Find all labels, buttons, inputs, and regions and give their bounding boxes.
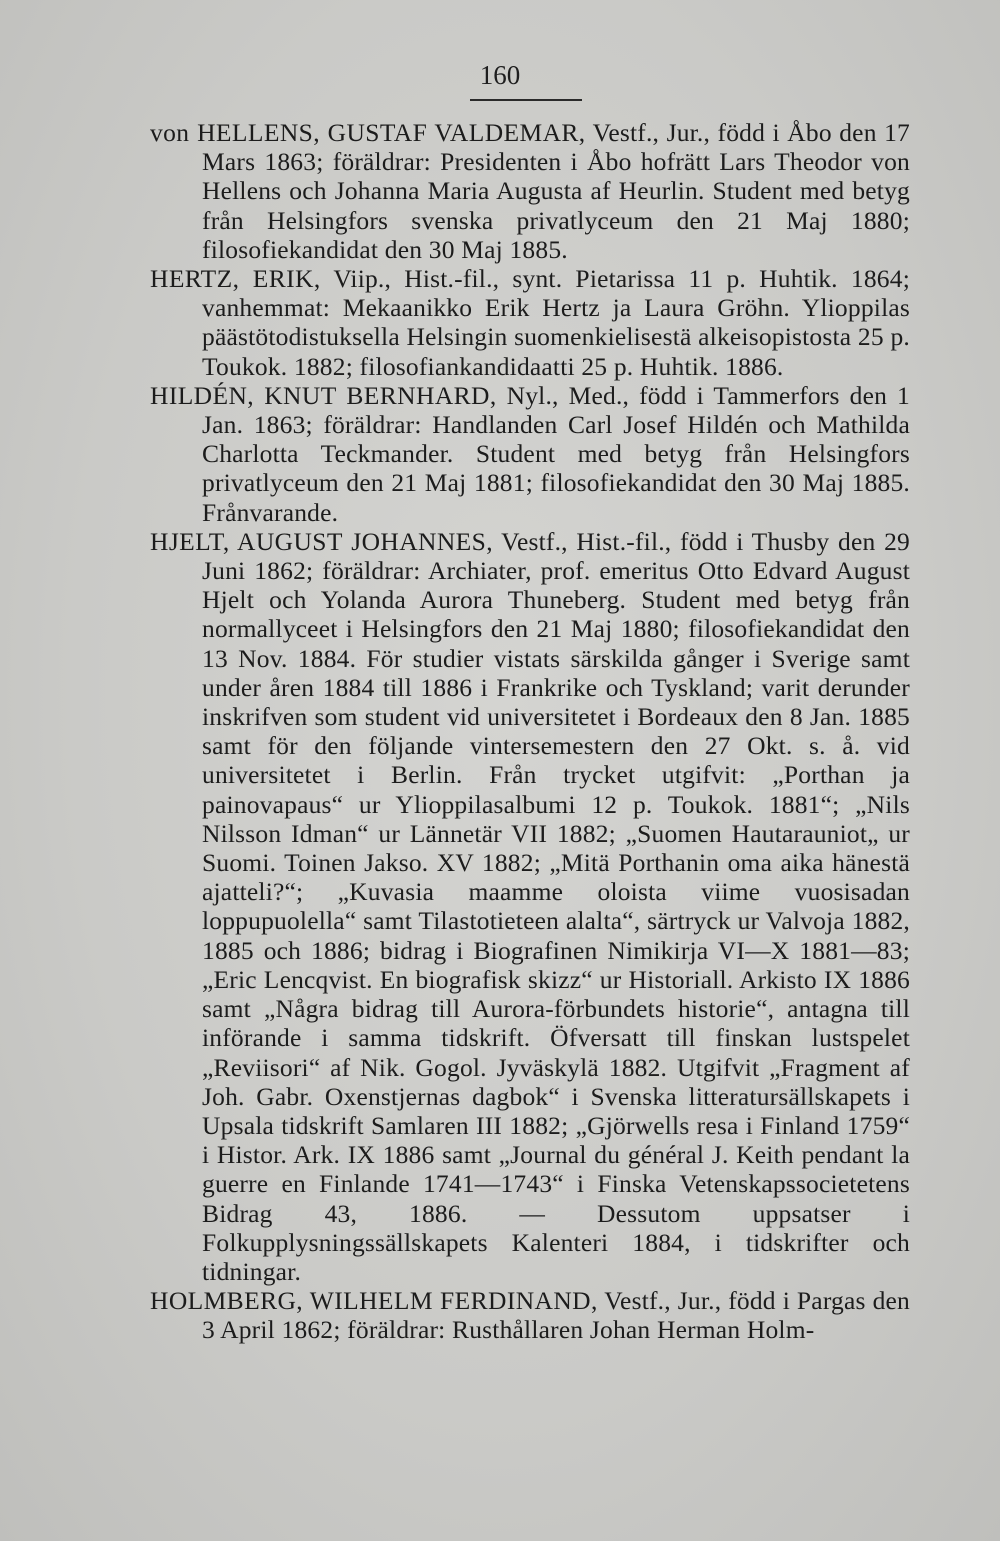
entry-head: von HELLENS, GUSTAF VALDEMAR, (150, 118, 586, 147)
entry-body: Vestf., Jur., född i Pargas den 3 April 1862; föräldrar: Rusthållaren Johan Herman Holm- (202, 1286, 910, 1345)
entry-head: HJELT, AUGUST JOHANNES, (150, 526, 493, 556)
entry-body: Vestf., Jur., född i Åbo den 17 Mars 1863; föräldrar: Presidenten i Åbo hofrätt Lars Theodor von Hellens och Johanna Maria Augusta af Heurlin. Student med betyg från Helsingfors svenska privatlyceum den 21 Maj 1880; filosofiekandidat den 30 Maj 1885. (202, 118, 911, 264)
entry-von-hellens (150, 118, 910, 264)
entry-head: HILDÉN, KNUT BERNHARD, (150, 380, 497, 410)
entry-head: HERTZ, ERIK, (150, 264, 321, 294)
entry-hjelt (150, 527, 910, 1286)
entry-hilden (150, 381, 910, 527)
entry-body: Viip., Hist.-fil., synt. Pietarissa 11 p. Huhtik. 1864; vanhemmat: Mekaanikko Erik Hertz ja Laura Gröhn. Ylioppilas päästötodistuksella Helsingin suomenkielisestä alkeisopistosta 25 p. Toukok. 1882; filosofiankandidaatti 25 p. Huhtik. 1886. (202, 264, 910, 381)
entry-body: Nyl., Med., född i Tammerfors den 1 Jan. 1863; föräldrar: Handlanden Carl Josef Hildén och Mathilda Charlotta Teckmander. Student med betyg från Helsingfors privatlyceum den 21 Maj 1881; filosofiekandidat den 30 Maj 1885. Frånvarande. (202, 380, 910, 527)
page-number: 160 (479, 60, 521, 90)
header-rule (470, 99, 582, 101)
entry-body: Vestf., Hist.-fil., född i Thusby den 29 Juni 1862; föräldrar: Archiater, prof. emeritus Otto Edvard August Hjelt och Yolanda Aurora Thuneberg. Student med betyg från normallyceet i Helsingfors den 21 Maj 1880; filosofiekandidat den 13 Nov. 1884. För studier vistats särskilda gånger i Sverige samt under åren 1884 till 1886 i Frankrike och Tyskland; varit derunder inskrifven som student vid universitetet i Bordeaux den 8 Jan. 1885 samt för den följande vintersemestern den 27 Okt. s. å. vid universitetet i Berlin. Från trycket utgifvit: „Porthan ja painovapaus“ ur Ylioppilasalbumi 12 p. Toukok. 1881“; „Nils Nilsson Idman“ ur Lännetär VII 1882; „Suomen Hautarauniot„ ur Suomi. Toinen Jakso. XV 1882; „Mitä Porthanin oma aika hänestä ajatteli?“; „Kuvasia maamme oloista viime vuosisadan loppupuolella“ samt Tilastotieteen alalta“, särtryck ur Valvoja 1882, 1885 och 1886; bidrag i Biografinen Nimikirja VI—X 1881—83; „Eric Lencqvist. En biografisk skizz“ ur Historiall. Arkisto IX 1886 samt „Några bidrag till Aurora-förbundets historie“, antagna till införande i samma tidskrift. Öfversatt till finskan lustspelet „Reviisori“ af Nik. Gogol. Jyväskylä 1882. Utgifvit „Fragment af Joh. Gabr. Oxenstjernas dagbok“ i Svenska litteratursällskapets i Upsala tidskrift Samlaren III 1882; „Gjörwells resa i Finland 1759“ i Histor. Ark. IX 1886 samt „Journal du général J. Keith pendant la guerre en Finlande 1741—1743“ i Finska Vetenskapssocietetens Bidrag 43, 1886. — Dessutom uppsatser i Folkupplysningssällskapets Kalenteri 1884, i tidskrifter och tidningar. (202, 526, 910, 1286)
entry-list (150, 118, 910, 1345)
entry-hertz (150, 264, 910, 381)
entry-head: HOLMBERG, WILHELM FERDINAND, (150, 1286, 598, 1316)
entry-holmberg (150, 1286, 910, 1344)
